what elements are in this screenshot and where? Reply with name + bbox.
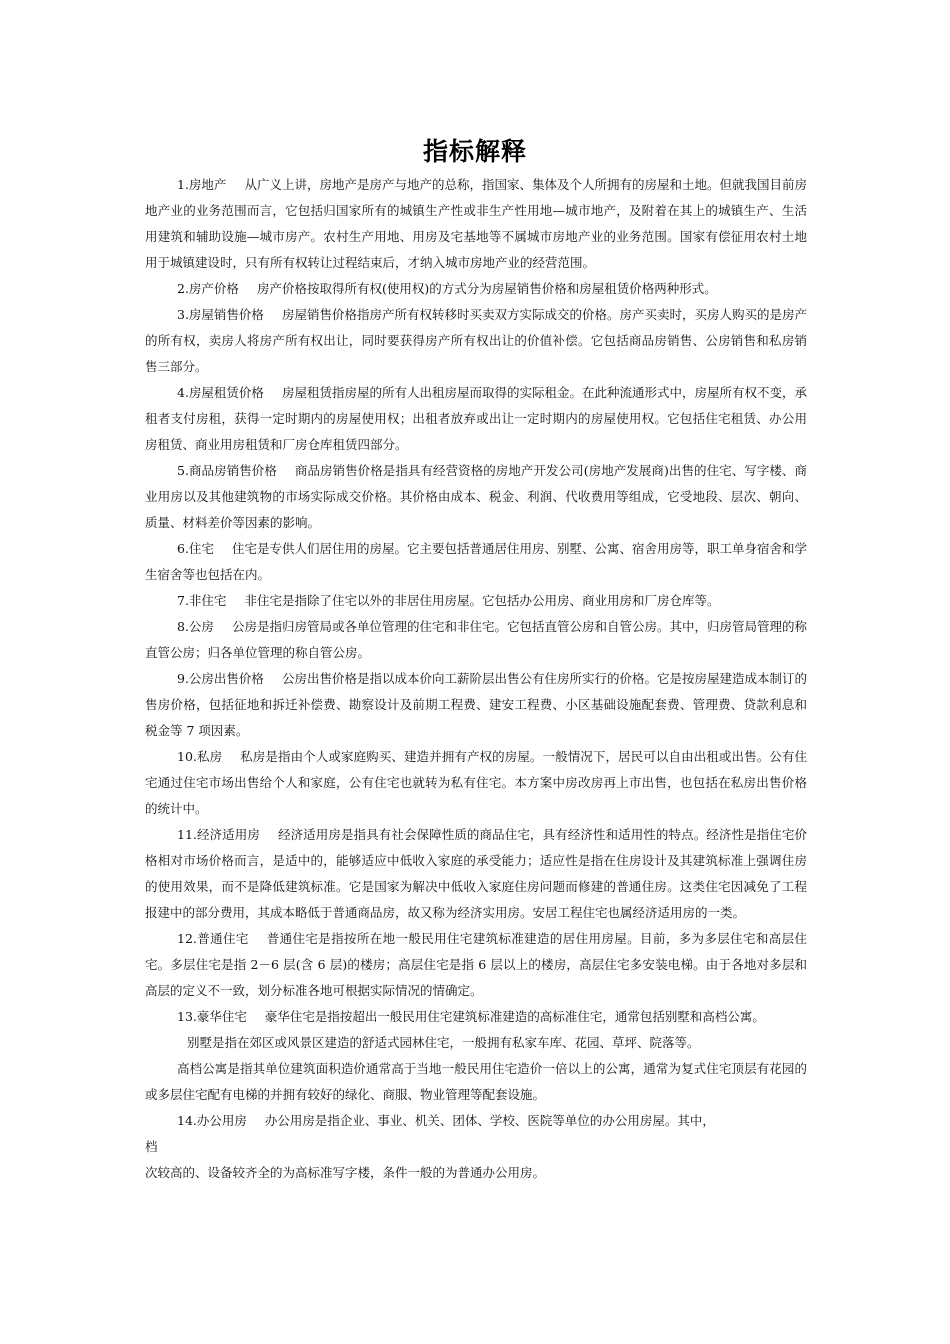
entry-text: 经济适用房是指具有社会保障性质的商品住宅，具有经济性和适用性的特点。经济性是指住宅价格相对市场价格而言，是适中的，能够适应中低收入家庭的承受能力；适应性是指在住房设计及其建筑标准上强调住房的使用效果，而不是降低建筑标准。它是国家为解决中低收入家庭住房问题而修建的普通住房。这类住宅因减免了工程报建中的部分费用，其成本略低于普通商品房，故又称为经济实用房。安居工程住宅也属经济适用房的一类。 <box>145 827 807 920</box>
entry-text: 房屋销售价格指房产所有权转移时买卖双方实际成交的价格。房产买卖时，买房人购买的是房产的所有权，卖房人将房产所有权出让，同时要获得房产所有权出让的价值补偿。它包括商品房销售、公房销售和私房销售三部分。 <box>145 307 807 374</box>
entry-text: 住宅是专供人们居住用的房屋。它主要包括普通居住用房、别墅、公寓、宿舍用房等，职工单身宿舍和学生宿舍等也包括在内。 <box>145 541 807 582</box>
entry-term: 10.私房 <box>177 749 223 764</box>
entry-term: 13.豪华住宅 <box>177 1009 247 1024</box>
entry-office-building <box>145 1108 807 1134</box>
entry-sale-price <box>145 302 807 380</box>
entry-term: 14.办公用房 <box>177 1113 247 1128</box>
entry-text: 私房是指由个人或家庭购买、建造并拥有产权的房屋。一般情况下，居民可以自由出租或出售。公有住宅通过住宅市场出售给个人和家庭，公有住宅也就转为私有住宅。本方案中房改房再上市出售，也包括在私房出售价格的统计中。 <box>145 749 807 816</box>
entry-text: 公房是指归房管局或各单位管理的住宅和非住宅。它包括直管公房和自管公房。其中，归房管局管理的称直管公房；归各单位管理的称自管公房。 <box>145 619 807 660</box>
entry-text: 普通住宅是指按所在地一般民用住宅建筑标准建造的居住用房屋。目前，多为多层住宅和高层住宅。多层住宅是指 2－6 层(含 6 层)的楼房；高层住宅是指 6 层以上的楼房，高层住宅多安装电梯。由于各地对多层和高层的定义不一致，划分标准各地可根据实际情况的情确定。 <box>145 931 807 998</box>
entry-text: 豪华住宅是指按超出一般民用住宅建筑标准建造的高标准住宅，通常包括别墅和高档公寓。 <box>264 1009 765 1024</box>
entry-term: 4.房屋租赁价格 <box>177 385 264 400</box>
entry-text: 非住宅是指除了住宅以外的非居住用房屋。它包括办公用房、商业用房和厂房仓库等。 <box>244 593 720 608</box>
entry-term: 8.公房 <box>177 619 214 634</box>
entry-term: 1.房地产 <box>177 177 227 192</box>
page-title: 指标解释 <box>422 137 527 166</box>
entry-residence <box>145 536 807 588</box>
entry-non-residence <box>145 588 807 614</box>
entry-text: 房产价格按取得所有权(使用权)的方式分为房屋销售价格和房屋租赁价格两种形式。 <box>256 281 717 296</box>
entry-term: 11.经济适用房 <box>177 827 260 842</box>
entry-public-housing <box>145 614 807 666</box>
entry-text: 从广义上讲，房地产是房产与地产的总称，指国家、集体及个人所拥有的房屋和土地。但就我国目前房地产业的业务范围而言，它包括归国家所有的城镇生产性或非生产性用地—城市地产，及附着在其上的城镇生产、生活用建筑和辅助设施—城市房产。农村生产用地、用房及宅基地等不属城市房地产业的业务范围。国家有偿征用农村土地用于城镇建设时，只有所有权转让过程结束后，才纳入城市房地产业的经营范围。 <box>145 177 807 270</box>
entry-ordinary-residence <box>145 926 807 1004</box>
entry-rental-price <box>145 380 807 458</box>
entry-text: 房屋租赁指房屋的所有人出租房屋而取得的实际租金。在此种流通形式中，房屋所有权不变，承租者支付房租，获得一定时期内的房屋使用权；出租者放弃或出让一定时期内的房屋使用权。它包括住宅租赁、办公用房租赁、商业用房租赁和厂房仓库租赁四部分。 <box>145 385 807 452</box>
apartment-paragraph: 高档公寓是指其单位建筑面积造价通常高于当地一般民用住宅造价一倍以上的公寓，通常为复式住宅顶层有花园的或多层住宅配有电梯的并拥有较好的绿化、商服、物业管理等配套设施。 <box>145 1061 807 1102</box>
villa-paragraph: 别墅是指在郊区或风景区建造的舒适式园林住宅，一般拥有私家车库、花园、草坪、院落等。 <box>187 1035 700 1050</box>
entry-public-housing-sale-price <box>145 666 807 744</box>
office-continuation-line: 次较高的、设备较齐全的为高标准写字楼，条件一般的为普通办公用房。 <box>145 1165 546 1180</box>
entry-private-housing <box>145 744 807 822</box>
entry-term: 5.商品房销售价格 <box>177 463 277 478</box>
entry-affordable-housing <box>145 822 807 926</box>
document-body <box>145 172 807 1186</box>
office-fragment-line: 档 <box>145 1139 158 1154</box>
entry-term: 3.房屋销售价格 <box>177 307 264 322</box>
entry-text: 商品房销售价格是指具有经营资格的房地产开发公司(房地产发展商)出售的住宅、写字楼、商业用房以及其他建筑物的市场实际成交价格。其价格由成本、税金、利润、代收费用等组成，它受地段、层次、朝向、质量、材料差价等因素的影响。 <box>145 463 807 530</box>
entry-text: 公房出售价格是指以成本价向工薪阶层出售公有住房所实行的价格。它是按房屋建造成本制订的售房价格，包括征地和拆迁补偿费、勘察设计及前期工程费、建安工程费、小区基础设施配套费、管理费、贷款利息和税金等 7 项因素。 <box>145 671 807 738</box>
entry-commercial-housing-price <box>145 458 807 536</box>
entry-real-estate <box>145 172 807 276</box>
entry-term: 9.公房出售价格 <box>177 671 264 686</box>
entry-luxury-residence <box>145 1004 807 1030</box>
entry-property-price <box>145 276 807 302</box>
entry-term: 12.普通住宅 <box>177 931 249 946</box>
entry-term: 6.住宅 <box>177 541 214 556</box>
entry-term: 7.非住宅 <box>177 593 227 608</box>
entry-term: 2.房产价格 <box>177 281 239 296</box>
entry-text: 办公用房是指企业、事业、机关、团体、学校、医院等单位的办公用房屋。其中， <box>264 1113 715 1128</box>
